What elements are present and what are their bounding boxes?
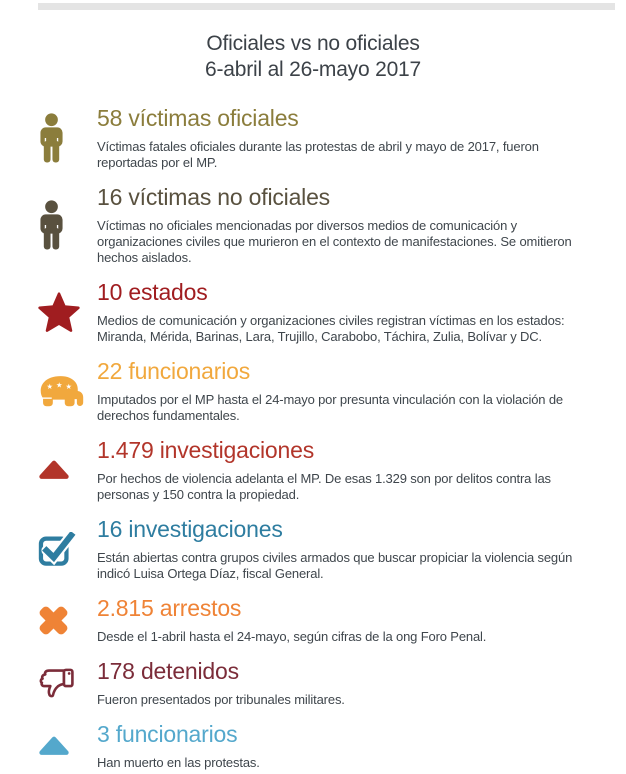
stat-icon-cell bbox=[38, 666, 97, 701]
stat-description: Víctimas fatales oficiales durante las protestas de abril y mayo de 2017, fueron reportadas por el MP. bbox=[97, 139, 539, 170]
stat-item bbox=[38, 721, 592, 771]
caret-up-icon bbox=[38, 460, 70, 480]
svg-text:★: ★ bbox=[55, 379, 63, 389]
stat-description: Han muerto en las protestas. bbox=[97, 755, 260, 770]
stat-description: Desde el 1-abril hasta el 24-mayo, según cifras de la ong Foro Penal. bbox=[97, 629, 487, 644]
thumbs-down-icon bbox=[38, 666, 75, 701]
stat-description: Por hechos de violencia adelanta el MP. De esas 1.329 son por delitos contra las personas y 150 contra la propiedad. bbox=[97, 471, 551, 502]
stat-heading: 22 funcionarios bbox=[97, 358, 250, 384]
stat-item bbox=[38, 105, 592, 171]
x-icon bbox=[38, 605, 69, 636]
stat-heading: 1.479 investigaciones bbox=[97, 437, 315, 463]
check-square-icon bbox=[38, 532, 76, 566]
stat-icon-cell bbox=[38, 460, 97, 480]
header-bar bbox=[38, 3, 615, 10]
stat-heading: 16 víctimas no oficiales bbox=[97, 184, 330, 210]
stat-item bbox=[38, 358, 592, 424]
stat-item bbox=[38, 658, 592, 708]
stat-list bbox=[0, 105, 626, 771]
stat-description: Medios de comunicación y organizaciones civiles registran víctimas en los estados: Miranda, Mérida, Barinas, Lara, Trujillo, Carabobo, Táchira, Zulia, Bolívar y DC. bbox=[97, 313, 565, 344]
star-icon bbox=[38, 292, 80, 332]
stat-description: Víctimas no oficiales mencionadas por diversos medios de comunicación y organizaciones civiles que murieron en el contexto de manifestaciones. Se omitieron hechos aislados. bbox=[97, 218, 572, 265]
stat-heading: 2.815 arrestos bbox=[97, 595, 242, 621]
stat-item bbox=[38, 437, 592, 503]
stat-item bbox=[38, 184, 592, 266]
stat-item bbox=[38, 516, 592, 582]
title-line-2: 6-abril al 26-mayo 2017 bbox=[204, 58, 422, 81]
stat-heading: 58 víctimas oficiales bbox=[97, 105, 299, 131]
stat-icon-cell bbox=[38, 200, 97, 250]
stat-heading: 178 detenidos bbox=[97, 658, 239, 684]
stat-item bbox=[38, 595, 592, 645]
male-icon bbox=[38, 113, 65, 163]
stat-icon-cell bbox=[38, 292, 97, 332]
stat-icon-cell bbox=[38, 374, 97, 409]
stat-item bbox=[38, 279, 592, 345]
elephant-icon bbox=[38, 374, 85, 409]
stat-icon-cell bbox=[38, 736, 97, 756]
stat-icon-cell bbox=[38, 605, 97, 636]
svg-text:★: ★ bbox=[46, 381, 53, 391]
stat-icon-cell bbox=[38, 113, 97, 163]
stat-description: Imputados por el MP hasta el 24-mayo por presunta vinculación con la violación de derechos fundamentales. bbox=[97, 392, 563, 423]
male-icon bbox=[38, 200, 65, 250]
stat-heading: 3 funcionarios bbox=[97, 721, 238, 747]
stat-description: Fueron presentados por tribunales militares. bbox=[97, 692, 345, 707]
caret-up-icon bbox=[38, 736, 70, 756]
svg-text:★: ★ bbox=[65, 381, 72, 391]
stat-heading: 16 investigaciones bbox=[97, 516, 283, 542]
page-title bbox=[0, 31, 626, 83]
stat-description: Están abiertas contra grupos civiles armados que buscar propiciar la violencia según indicó Luisa Ortega Díaz, fiscal General. bbox=[97, 550, 573, 581]
stat-heading: 10 estados bbox=[97, 279, 208, 305]
stat-icon-cell bbox=[38, 532, 97, 566]
title-line-1: Oficiales vs no oficiales bbox=[206, 32, 420, 55]
